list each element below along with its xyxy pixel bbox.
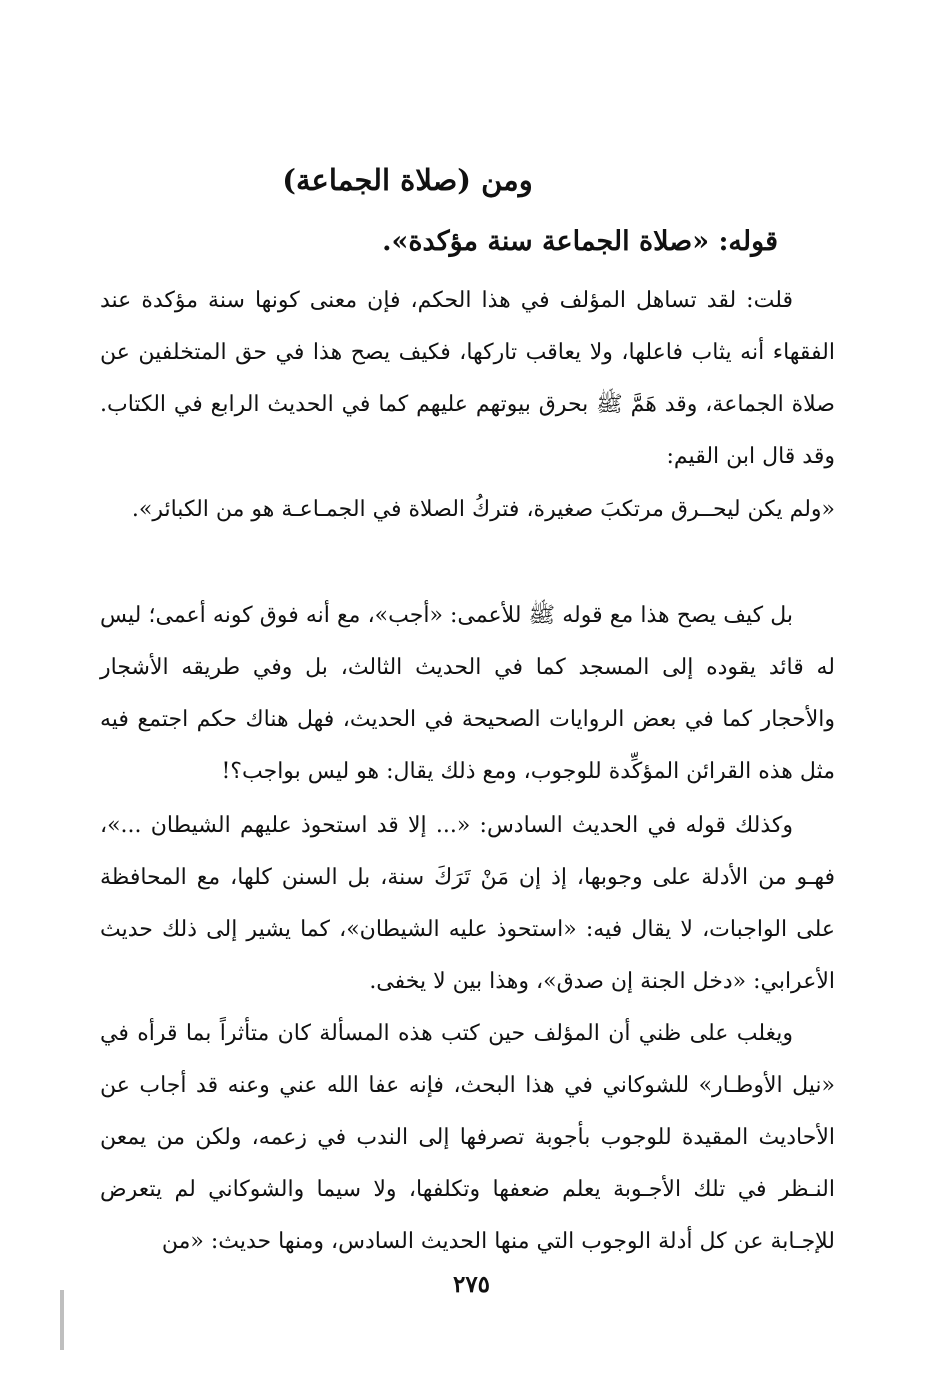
paragraph-2: بل كيف يصح هذا مع قوله ﷺ للأعمى: «أجب»، مع أنه فوق كونه أعمى؛ ليس له قائد يقوده إلى المسجد كما في الحديث الثالث، بل وفي طريقه الأشجار والأحجار كما في بعض الروايات الصحيحة في الحديث، فهل هناك حكم اجتمع فيه مثل هذه القرائن المؤكِّدة للوجوب، ومع ذلك يقال: هو ليس بواجب؟! bbox=[100, 603, 835, 784]
paragraph-1: قلت: لقد تساهل المؤلف في هذا الحكم، فإن معنى كونها سنة مؤكدة عند الفقهاء أنه يثاب فاعلها، ولا يعاقب تاركها، فكيف يصح هذا في حق المتخلفين عن صلاة الجماعة، وقد هَمَّ ﷺ بحرق بيوتهم عليهم كما في الحديث الرابع في الكتاب. وقد قال ابن القيم: bbox=[100, 288, 835, 469]
scan-edge-mark bbox=[60, 1290, 64, 1350]
paragraph-1-wrapper bbox=[100, 275, 835, 483]
paragraph-3: وكذلك قوله في الحديث السادس: «... إلا قد استحوذ عليهم الشيطان ...»، فهـو من الأدلة على وجوبها، إذ إن مَنْ تَرَكَ سنة، بل السنن كلها، مع المحافظة على الواجبات، لا يقال فيه: «استحوذ عليه الشيطان»، كما يشير إلى ذلك حديث الأعرابي: «دخل الجنة إن صدق»، وهذا بين لا يخفى. bbox=[100, 813, 835, 994]
paragraph-3-wrapper bbox=[100, 800, 835, 1008]
paragraph-4: ويغلب على ظني أن المؤلف حين كتب هذه المسألة كان متأثراً بما قرأه في «نيل الأوطـار» للشوكاني في هذا البحث، فإنه عفا الله عني وعنه قد أجاب عن الأحاديث المقيدة للوجوب بأجوبة تصرفها إلى الندب في زعمه، ولكن من يمعن النـظر في تلك الأجـوبة يعلم ضعفها وتكلفها، ولا سيما والشوكاني لم يتعرض للإجـابة عن كل أدلة الوجوب التي منها الحديث السادس، ومنها حديث: «من bbox=[100, 1021, 835, 1254]
quoted-statement: قوله: «صلاة الجماعة سنة مؤكدة». bbox=[382, 226, 778, 257]
page-number: ٢٧٥ bbox=[452, 1271, 491, 1298]
ibn-qayyim-quotation: «ولم يكن ليحــرق مرتكبَ صغيرة، فتركُ الصلاة في الجمـاعـة هو من الكبائر». bbox=[131, 497, 835, 522]
paragraph-4-wrapper bbox=[100, 1008, 835, 1268]
paragraph-2-wrapper bbox=[100, 590, 835, 798]
quotation-wrapper bbox=[100, 484, 835, 536]
section-heading: ومن (صلاة الجماعة) bbox=[282, 163, 533, 197]
